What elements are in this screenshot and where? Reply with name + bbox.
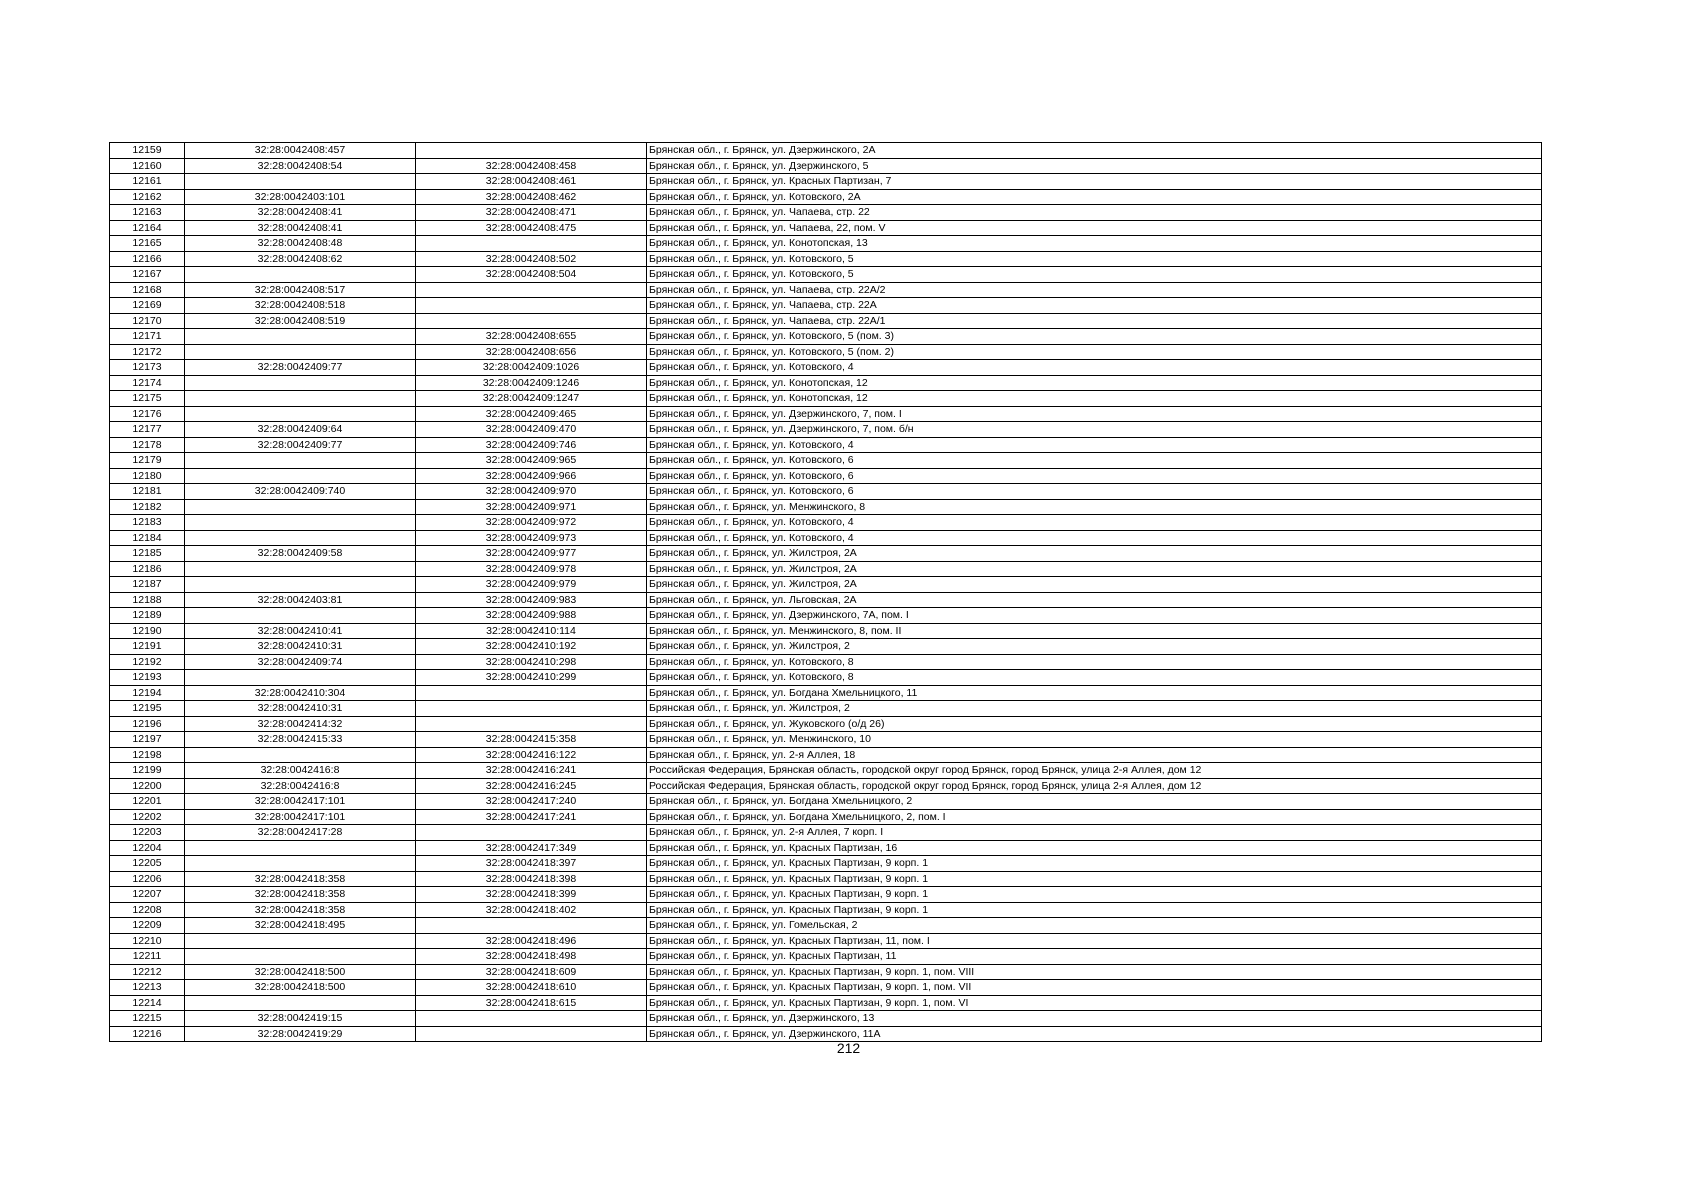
address-cell: Брянская обл., г. Брянск, ул. Конотопская, 13 xyxy=(647,236,1542,252)
address-cell: Брянская обл., г. Брянск, ул. Менжинского, 10 xyxy=(647,732,1542,748)
address-cell: Брянская обл., г. Брянск, ул. 2-я Аллея, 18 xyxy=(647,747,1542,763)
address-cell: Брянская обл., г. Брянск, ул. Богдана Хмельницкого, 2, пом. I xyxy=(647,809,1542,825)
cadastral-number-cell: 32:28:0042408:462 xyxy=(416,189,647,205)
cadastral-number-cell: 32:28:0042409:972 xyxy=(416,515,647,531)
parent-cadastral-number-cell: 32:28:0042408:62 xyxy=(185,251,416,267)
table-row xyxy=(110,329,1542,345)
cadastral-number-cell: 32:28:0042409:966 xyxy=(416,468,647,484)
parent-cadastral-number-cell: 32:28:0042416:8 xyxy=(185,778,416,794)
row-number-cell: 12182 xyxy=(110,499,185,515)
row-number-cell: 12196 xyxy=(110,716,185,732)
parent-cadastral-number-cell: 32:28:0042410:31 xyxy=(185,639,416,655)
parent-cadastral-number-cell: 32:28:0042408:517 xyxy=(185,282,416,298)
registry-table xyxy=(109,142,1542,1042)
table-row xyxy=(110,282,1542,298)
parent-cadastral-number-cell xyxy=(185,561,416,577)
table-row xyxy=(110,205,1542,221)
row-number-cell: 12177 xyxy=(110,422,185,438)
parent-cadastral-number-cell xyxy=(185,329,416,345)
row-number-cell: 12200 xyxy=(110,778,185,794)
parent-cadastral-number-cell xyxy=(185,344,416,360)
parent-cadastral-number-cell xyxy=(185,515,416,531)
table-row xyxy=(110,1011,1542,1027)
table-row xyxy=(110,484,1542,500)
row-number-cell: 12183 xyxy=(110,515,185,531)
parent-cadastral-number-cell: 32:28:0042417:101 xyxy=(185,809,416,825)
row-number-cell: 12173 xyxy=(110,360,185,376)
row-number-cell: 12164 xyxy=(110,220,185,236)
cadastral-number-cell: 32:28:0042408:475 xyxy=(416,220,647,236)
parent-cadastral-number-cell xyxy=(185,747,416,763)
cadastral-number-cell: 32:28:0042409:965 xyxy=(416,453,647,469)
parent-cadastral-number-cell: 32:28:0042419:15 xyxy=(185,1011,416,1027)
cadastral-number-cell: 32:28:0042417:240 xyxy=(416,794,647,810)
table-row xyxy=(110,468,1542,484)
row-number-cell: 12186 xyxy=(110,561,185,577)
parent-cadastral-number-cell xyxy=(185,375,416,391)
parent-cadastral-number-cell: 32:28:0042409:64 xyxy=(185,422,416,438)
cadastral-number-cell xyxy=(416,236,647,252)
table-row xyxy=(110,298,1542,314)
row-number-cell: 12216 xyxy=(110,1026,185,1042)
address-cell: Брянская обл., г. Брянск, ул. Богдана Хмельницкого, 2 xyxy=(647,794,1542,810)
parent-cadastral-number-cell xyxy=(185,995,416,1011)
page-number: 212 xyxy=(836,1040,861,1056)
address-cell: Брянская обл., г. Брянск, ул. Красных Партизан, 11 xyxy=(647,949,1542,965)
cadastral-number-cell: 32:28:0042408:655 xyxy=(416,329,647,345)
cadastral-number-cell xyxy=(416,825,647,841)
row-number-cell: 12202 xyxy=(110,809,185,825)
cadastral-number-cell: 32:28:0042408:471 xyxy=(416,205,647,221)
address-cell: Брянская обл., г. Брянск, ул. Чапаева, стр. 22 xyxy=(647,205,1542,221)
table-row xyxy=(110,685,1542,701)
table-row xyxy=(110,918,1542,934)
cadastral-number-cell: 32:28:0042408:504 xyxy=(416,267,647,283)
address-cell: Брянская обл., г. Брянск, ул. Чапаева, стр. 22А xyxy=(647,298,1542,314)
table-row xyxy=(110,840,1542,856)
table-row xyxy=(110,902,1542,918)
table-row xyxy=(110,360,1542,376)
row-number-cell: 12214 xyxy=(110,995,185,1011)
parent-cadastral-number-cell: 32:28:0042417:28 xyxy=(185,825,416,841)
row-number-cell: 12171 xyxy=(110,329,185,345)
row-number-cell: 12175 xyxy=(110,391,185,407)
parent-cadastral-number-cell xyxy=(185,530,416,546)
table-row xyxy=(110,577,1542,593)
address-cell: Брянская обл., г. Брянск, ул. Чапаева, 22, пом. V xyxy=(647,220,1542,236)
cadastral-number-cell: 32:28:0042410:114 xyxy=(416,623,647,639)
row-number-cell: 12169 xyxy=(110,298,185,314)
parent-cadastral-number-cell: 32:28:0042403:81 xyxy=(185,592,416,608)
table-row xyxy=(110,546,1542,562)
cadastral-number-cell: 32:28:0042409:977 xyxy=(416,546,647,562)
table-row xyxy=(110,980,1542,996)
row-number-cell: 12168 xyxy=(110,282,185,298)
cadastral-number-cell: 32:28:0042408:502 xyxy=(416,251,647,267)
parent-cadastral-number-cell: 32:28:0042416:8 xyxy=(185,763,416,779)
table-row xyxy=(110,763,1542,779)
address-cell: Брянская обл., г. Брянск, ул. Чапаева, стр. 22А/2 xyxy=(647,282,1542,298)
cadastral-number-cell: 32:28:0042418:496 xyxy=(416,933,647,949)
address-cell: Брянская обл., г. Брянск, ул. Дзержинского, 5 xyxy=(647,158,1542,174)
cadastral-number-cell: 32:28:0042418:397 xyxy=(416,856,647,872)
row-number-cell: 12188 xyxy=(110,592,185,608)
row-number-cell: 12189 xyxy=(110,608,185,624)
parent-cadastral-number-cell: 32:28:0042409:58 xyxy=(185,546,416,562)
table-row xyxy=(110,344,1542,360)
cadastral-number-cell: 32:28:0042418:498 xyxy=(416,949,647,965)
cadastral-number-cell: 32:28:0042410:299 xyxy=(416,670,647,686)
row-number-cell: 12210 xyxy=(110,933,185,949)
parent-cadastral-number-cell: 32:28:0042408:41 xyxy=(185,205,416,221)
cadastral-number-cell: 32:28:0042409:1026 xyxy=(416,360,647,376)
cadastral-number-cell: 32:28:0042409:970 xyxy=(416,484,647,500)
table-row xyxy=(110,220,1542,236)
parent-cadastral-number-cell: 32:28:0042410:41 xyxy=(185,623,416,639)
address-cell: Брянская обл., г. Брянск, ул. Дзержинского, 11А xyxy=(647,1026,1542,1042)
table-row xyxy=(110,530,1542,546)
row-number-cell: 12178 xyxy=(110,437,185,453)
cadastral-number-cell: 32:28:0042409:746 xyxy=(416,437,647,453)
row-number-cell: 12187 xyxy=(110,577,185,593)
cadastral-number-cell: 32:28:0042418:402 xyxy=(416,902,647,918)
row-number-cell: 12198 xyxy=(110,747,185,763)
address-cell: Брянская обл., г. Брянск, ул. Красных Партизан, 9 корп. 1, пом. VIII xyxy=(647,964,1542,980)
table-row xyxy=(110,747,1542,763)
parent-cadastral-number-cell: 32:28:0042409:74 xyxy=(185,654,416,670)
row-number-cell: 12205 xyxy=(110,856,185,872)
row-number-cell: 12181 xyxy=(110,484,185,500)
cadastral-number-cell: 32:28:0042409:470 xyxy=(416,422,647,438)
address-cell: Брянская обл., г. Брянск, ул. Котовского, 8 xyxy=(647,670,1542,686)
address-cell: Брянская обл., г. Брянск, ул. Жилстроя, 2 xyxy=(647,701,1542,717)
cadastral-number-cell: 32:28:0042408:656 xyxy=(416,344,647,360)
row-number-cell: 12212 xyxy=(110,964,185,980)
table-row xyxy=(110,949,1542,965)
cadastral-number-cell: 32:28:0042418:398 xyxy=(416,871,647,887)
table-row xyxy=(110,995,1542,1011)
address-cell: Российская Федерация, Брянская область, городской округ город Брянск, город Брянск, улица 2-я Аллея, дом 12 xyxy=(647,763,1542,779)
row-number-cell: 12162 xyxy=(110,189,185,205)
cadastral-number-cell: 32:28:0042416:241 xyxy=(416,763,647,779)
parent-cadastral-number-cell: 32:28:0042417:101 xyxy=(185,794,416,810)
address-cell: Брянская обл., г. Брянск, ул. Гомельская, 2 xyxy=(647,918,1542,934)
address-cell: Брянская обл., г. Брянск, ул. Дзержинского, 13 xyxy=(647,1011,1542,1027)
address-cell: Брянская обл., г. Брянск, ул. Дзержинского, 7А, пом. I xyxy=(647,608,1542,624)
table-row xyxy=(110,670,1542,686)
address-cell: Брянская обл., г. Брянск, ул. Котовского, 4 xyxy=(647,360,1542,376)
table-row xyxy=(110,809,1542,825)
parent-cadastral-number-cell xyxy=(185,468,416,484)
cadastral-number-cell: 32:28:0042417:349 xyxy=(416,840,647,856)
cadastral-number-cell: 32:28:0042418:399 xyxy=(416,887,647,903)
parent-cadastral-number-cell xyxy=(185,856,416,872)
parent-cadastral-number-cell: 32:28:0042409:740 xyxy=(185,484,416,500)
parent-cadastral-number-cell xyxy=(185,453,416,469)
cadastral-number-cell: 32:28:0042408:458 xyxy=(416,158,647,174)
address-cell: Брянская обл., г. Брянск, ул. Красных Партизан, 9 корп. 1, пом. VII xyxy=(647,980,1542,996)
parent-cadastral-number-cell xyxy=(185,949,416,965)
cadastral-number-cell: 32:28:0042418:615 xyxy=(416,995,647,1011)
parent-cadastral-number-cell xyxy=(185,670,416,686)
table-row xyxy=(110,871,1542,887)
table-row xyxy=(110,143,1542,159)
row-number-cell: 12213 xyxy=(110,980,185,996)
cadastral-number-cell xyxy=(416,282,647,298)
address-cell: Брянская обл., г. Брянск, ул. Котовского, 6 xyxy=(647,468,1542,484)
row-number-cell: 12203 xyxy=(110,825,185,841)
table-row xyxy=(110,716,1542,732)
cadastral-number-cell xyxy=(416,1011,647,1027)
table-row xyxy=(110,561,1542,577)
address-cell: Брянская обл., г. Брянск, ул. Богдана Хмельницкого, 11 xyxy=(647,685,1542,701)
row-number-cell: 12195 xyxy=(110,701,185,717)
cadastral-number-cell: 32:28:0042409:973 xyxy=(416,530,647,546)
parent-cadastral-number-cell xyxy=(185,267,416,283)
cadastral-number-cell xyxy=(416,143,647,159)
row-number-cell: 12165 xyxy=(110,236,185,252)
table-row xyxy=(110,701,1542,717)
cadastral-number-cell xyxy=(416,298,647,314)
row-number-cell: 12197 xyxy=(110,732,185,748)
row-number-cell: 12180 xyxy=(110,468,185,484)
row-number-cell: 12215 xyxy=(110,1011,185,1027)
row-number-cell: 12201 xyxy=(110,794,185,810)
parent-cadastral-number-cell: 32:28:0042419:29 xyxy=(185,1026,416,1042)
table-row xyxy=(110,639,1542,655)
table-row xyxy=(110,375,1542,391)
address-cell: Брянская обл., г. Брянск, ул. Котовского, 4 xyxy=(647,437,1542,453)
address-cell: Брянская обл., г. Брянск, ул. Котовского, 6 xyxy=(647,453,1542,469)
row-number-cell: 12193 xyxy=(110,670,185,686)
table-row xyxy=(110,453,1542,469)
cadastral-number-cell: 32:28:0042409:983 xyxy=(416,592,647,608)
row-number-cell: 12191 xyxy=(110,639,185,655)
cadastral-number-cell: 32:28:0042410:298 xyxy=(416,654,647,670)
parent-cadastral-number-cell: 32:28:0042408:41 xyxy=(185,220,416,236)
address-cell: Брянская обл., г. Брянск, ул. Жилстроя, 2А xyxy=(647,561,1542,577)
parent-cadastral-number-cell: 32:28:0042409:77 xyxy=(185,437,416,453)
address-cell: Брянская обл., г. Брянск, ул. Красных Партизан, 9 корп. 1 xyxy=(647,887,1542,903)
parent-cadastral-number-cell: 32:28:0042418:358 xyxy=(185,871,416,887)
address-cell: Брянская обл., г. Брянск, ул. Жилстроя, 2А xyxy=(647,546,1542,562)
parent-cadastral-number-cell: 32:28:0042408:54 xyxy=(185,158,416,174)
table-row xyxy=(110,422,1542,438)
row-number-cell: 12184 xyxy=(110,530,185,546)
row-number-cell: 12163 xyxy=(110,205,185,221)
row-number-cell: 12192 xyxy=(110,654,185,670)
cadastral-number-cell: 32:28:0042408:461 xyxy=(416,174,647,190)
address-cell: Брянская обл., г. Брянск, ул. Красных Партизан, 9 корп. 1 xyxy=(647,902,1542,918)
row-number-cell: 12207 xyxy=(110,887,185,903)
table-row xyxy=(110,654,1542,670)
cadastral-number-cell xyxy=(416,701,647,717)
row-number-cell: 12170 xyxy=(110,313,185,329)
row-number-cell: 12160 xyxy=(110,158,185,174)
table-row xyxy=(110,887,1542,903)
table-row xyxy=(110,313,1542,329)
address-cell: Брянская обл., г. Брянск, ул. Чапаева, стр. 22А/1 xyxy=(647,313,1542,329)
parent-cadastral-number-cell: 32:28:0042418:358 xyxy=(185,902,416,918)
row-number-cell: 12159 xyxy=(110,143,185,159)
cadastral-number-cell: 32:28:0042409:988 xyxy=(416,608,647,624)
address-cell: Брянская обл., г. Брянск, ул. Жилстроя, 2 xyxy=(647,639,1542,655)
parent-cadastral-number-cell: 32:28:0042410:304 xyxy=(185,685,416,701)
address-cell: Брянская обл., г. Брянск, ул. Котовского, 4 xyxy=(647,530,1542,546)
address-cell: Брянская обл., г. Брянск, ул. Котовского, 5 xyxy=(647,251,1542,267)
address-cell: Брянская обл., г. Брянск, ул. Конотопская, 12 xyxy=(647,375,1542,391)
address-cell: Российская Федерация, Брянская область, городской округ город Брянск, город Брянск, улица 2-я Аллея, дом 12 xyxy=(647,778,1542,794)
cadastral-number-cell xyxy=(416,716,647,732)
row-number-cell: 12208 xyxy=(110,902,185,918)
address-cell: Брянская обл., г. Брянск, ул. Красных Партизан, 9 корп. 1, пом. VI xyxy=(647,995,1542,1011)
table-row xyxy=(110,794,1542,810)
table-row xyxy=(110,251,1542,267)
parent-cadastral-number-cell: 32:28:0042408:518 xyxy=(185,298,416,314)
parent-cadastral-number-cell xyxy=(185,391,416,407)
parent-cadastral-number-cell: 32:28:0042414:32 xyxy=(185,716,416,732)
row-number-cell: 12174 xyxy=(110,375,185,391)
address-cell: Брянская обл., г. Брянск, ул. Дзержинского, 7, пом. I xyxy=(647,406,1542,422)
cadastral-number-cell: 32:28:0042409:978 xyxy=(416,561,647,577)
address-cell: Брянская обл., г. Брянск, ул. Красных Партизан, 9 корп. 1 xyxy=(647,871,1542,887)
row-number-cell: 12176 xyxy=(110,406,185,422)
parent-cadastral-number-cell xyxy=(185,174,416,190)
parent-cadastral-number-cell: 32:28:0042410:31 xyxy=(185,701,416,717)
table-row xyxy=(110,406,1542,422)
table-row xyxy=(110,592,1542,608)
parent-cadastral-number-cell: 32:28:0042408:457 xyxy=(185,143,416,159)
cadastral-number-cell: 32:28:0042409:979 xyxy=(416,577,647,593)
parent-cadastral-number-cell xyxy=(185,406,416,422)
registry-table-body xyxy=(110,143,1542,1042)
address-cell: Брянская обл., г. Брянск, ул. Льговская, 2А xyxy=(647,592,1542,608)
row-number-cell: 12166 xyxy=(110,251,185,267)
cadastral-number-cell xyxy=(416,918,647,934)
cadastral-number-cell: 32:28:0042416:245 xyxy=(416,778,647,794)
table-row xyxy=(110,608,1542,624)
row-number-cell: 12167 xyxy=(110,267,185,283)
table-row xyxy=(110,499,1542,515)
address-cell: Брянская обл., г. Брянск, ул. Котовского, 8 xyxy=(647,654,1542,670)
cadastral-number-cell: 32:28:0042416:122 xyxy=(416,747,647,763)
parent-cadastral-number-cell xyxy=(185,840,416,856)
row-number-cell: 12194 xyxy=(110,685,185,701)
parent-cadastral-number-cell: 32:28:0042408:519 xyxy=(185,313,416,329)
row-number-cell: 12199 xyxy=(110,763,185,779)
address-cell: Брянская обл., г. Брянск, ул. Дзержинского, 2А xyxy=(647,143,1542,159)
table-row xyxy=(110,515,1542,531)
table-row xyxy=(110,158,1542,174)
address-cell: Брянская обл., г. Брянск, ул. Котовского, 5 (пом. 3) xyxy=(647,329,1542,345)
address-cell: Брянская обл., г. Брянск, ул. Красных Партизан, 9 корп. 1 xyxy=(647,856,1542,872)
table-row xyxy=(110,825,1542,841)
parent-cadastral-number-cell xyxy=(185,577,416,593)
cadastral-number-cell: 32:28:0042409:971 xyxy=(416,499,647,515)
address-cell: Брянская обл., г. Брянск, ул. Жуковского (о/д 26) xyxy=(647,716,1542,732)
cadastral-number-cell xyxy=(416,313,647,329)
table-row xyxy=(110,933,1542,949)
address-cell: Брянская обл., г. Брянск, ул. Менжинского, 8, пом. II xyxy=(647,623,1542,639)
address-cell: Брянская обл., г. Брянск, ул. Котовского, 4 xyxy=(647,515,1542,531)
row-number-cell: 12209 xyxy=(110,918,185,934)
parent-cadastral-number-cell: 32:28:0042418:500 xyxy=(185,964,416,980)
table-row xyxy=(110,732,1542,748)
table-row xyxy=(110,174,1542,190)
parent-cadastral-number-cell: 32:28:0042415:33 xyxy=(185,732,416,748)
address-cell: Брянская обл., г. Брянск, ул. Дзержинского, 7, пом. б/н xyxy=(647,422,1542,438)
table-row xyxy=(110,236,1542,252)
cadastral-number-cell: 32:28:0042409:1246 xyxy=(416,375,647,391)
row-number-cell: 12211 xyxy=(110,949,185,965)
address-cell: Брянская обл., г. Брянск, ул. Красных Партизан, 11, пом. I xyxy=(647,933,1542,949)
table-row xyxy=(110,623,1542,639)
row-number-cell: 12172 xyxy=(110,344,185,360)
parent-cadastral-number-cell xyxy=(185,499,416,515)
cadastral-number-cell: 32:28:0042409:465 xyxy=(416,406,647,422)
row-number-cell: 12206 xyxy=(110,871,185,887)
address-cell: Брянская обл., г. Брянск, ул. Котовского, 5 xyxy=(647,267,1542,283)
parent-cadastral-number-cell: 32:28:0042418:500 xyxy=(185,980,416,996)
cadastral-number-cell: 32:28:0042409:1247 xyxy=(416,391,647,407)
table-row xyxy=(110,778,1542,794)
row-number-cell: 12179 xyxy=(110,453,185,469)
table-row xyxy=(110,267,1542,283)
cadastral-number-cell: 32:28:0042415:358 xyxy=(416,732,647,748)
table-row xyxy=(110,391,1542,407)
table-row xyxy=(110,856,1542,872)
address-cell: Брянская обл., г. Брянск, ул. Конотопская, 12 xyxy=(647,391,1542,407)
parent-cadastral-number-cell: 32:28:0042403:101 xyxy=(185,189,416,205)
address-cell: Брянская обл., г. Брянск, ул. Котовского, 5 (пом. 2) xyxy=(647,344,1542,360)
parent-cadastral-number-cell xyxy=(185,608,416,624)
parent-cadastral-number-cell: 32:28:0042418:358 xyxy=(185,887,416,903)
parent-cadastral-number-cell xyxy=(185,933,416,949)
address-cell: Брянская обл., г. Брянск, ул. Котовского, 6 xyxy=(647,484,1542,500)
parent-cadastral-number-cell: 32:28:0042409:77 xyxy=(185,360,416,376)
cadastral-number-cell xyxy=(416,685,647,701)
cadastral-number-cell: 32:28:0042418:610 xyxy=(416,980,647,996)
table-row xyxy=(110,189,1542,205)
address-cell: Брянская обл., г. Брянск, ул. Менжинского, 8 xyxy=(647,499,1542,515)
address-cell: Брянская обл., г. Брянск, ул. 2-я Аллея, 7 корп. I xyxy=(647,825,1542,841)
cadastral-number-cell: 32:28:0042418:609 xyxy=(416,964,647,980)
parent-cadastral-number-cell: 32:28:0042418:495 xyxy=(185,918,416,934)
address-cell: Брянская обл., г. Брянск, ул. Жилстроя, 2А xyxy=(647,577,1542,593)
table-row xyxy=(110,964,1542,980)
row-number-cell: 12185 xyxy=(110,546,185,562)
address-cell: Брянская обл., г. Брянск, ул. Котовского, 2А xyxy=(647,189,1542,205)
address-cell: Брянская обл., г. Брянск, ул. Красных Партизан, 7 xyxy=(647,174,1542,190)
row-number-cell: 12190 xyxy=(110,623,185,639)
cadastral-number-cell: 32:28:0042410:192 xyxy=(416,639,647,655)
row-number-cell: 12204 xyxy=(110,840,185,856)
cadastral-number-cell: 32:28:0042417:241 xyxy=(416,809,647,825)
parent-cadastral-number-cell: 32:28:0042408:48 xyxy=(185,236,416,252)
row-number-cell: 12161 xyxy=(110,174,185,190)
table-row xyxy=(110,437,1542,453)
address-cell: Брянская обл., г. Брянск, ул. Красных Партизан, 16 xyxy=(647,840,1542,856)
